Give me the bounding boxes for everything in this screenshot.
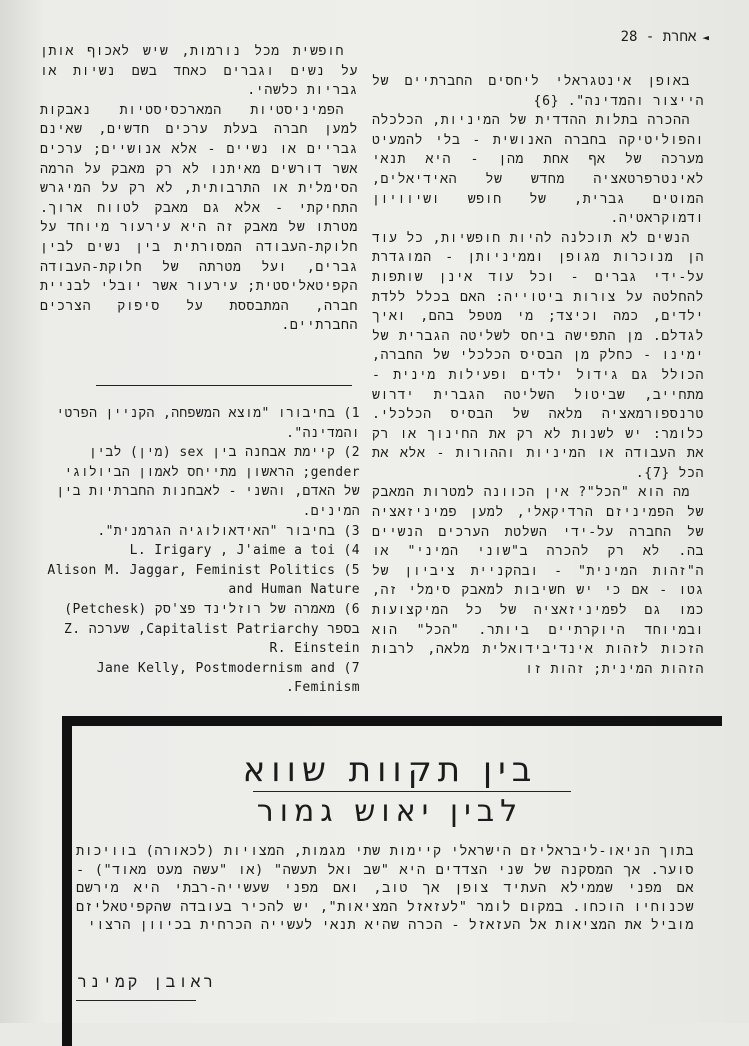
footnote: 3) בחיבור "האידאולוגיה הגרמנית". <box>97 523 360 539</box>
paragraph: באופן אינטגראלי ליחסים החברתיים של הייצור והמדינה". {6} <box>372 74 704 109</box>
article-top-bar <box>62 716 722 726</box>
paragraph: ההכרה בתלות ההדדית של המיניות, הכלכלה והפוליטיקה בחברה האנושית - בלי להמעיט מערכה של אף אחת מהן - היא תנאי לאינטרפרטאציה מחדש של האידיאלים, המוטים גברית, של חופש ושיוויון ודמוקראטיה. <box>372 113 704 227</box>
paragraph: הנשים לא תוכלנה להיות חופשיות, כל עוד הן מנוכרות מגופן וממיניותן - המוגדרת על-ידי גברים - וכל עוד אינן שותפות להחלטה על צורות ביטוייה: האם בכלל ללדת ילדים, כמה וכיצד; מי מטפל בהם, ואיך לגדלם. מן התפישה ביחס לשליטה הגברית של ימינו - כחלק מן הבסיס הכלכלי של החברה, הכולל גם גידול ילדים ופעילות מינית - מתחייב, שביטול השליטה הגברית ידרוש טרנספורמאציה מלאה של הבסיס הכלכלי. כלומר: יש לשנות לא רק את החינוך או רק את העבודה או המיניות וההורות - אלא את הכל {7}. <box>372 230 704 481</box>
author-underline <box>76 1000 196 1001</box>
paragraph: הפמיניסטיות המארכסיסטיות נאבקות למען חברה בעלת ערכים חדשים, שאינם גבריים או נשיים - אלא אנושיים; ערכים אשר דורשים מאיתנו לא רק מאבק על הרמה הסימלית או התרבותית, לא רק על המיגרש התחיקתי - אלא גם מאבק לטווח ארוך. מטרתו של מאבק זה היא עירעור מיוחד על חלוקת-העבודה המסורתית בין נשים לבין גברים, ועל מטרתה של חלוקת-העבודה הקפיטאליסטית; עירעור אשר יובלי לבניית חברה, המתבססת על סיפוק הצרכים החברתיים. <box>40 102 358 334</box>
footnote: 4) L. Irigary , J'aime a toi <box>129 543 360 559</box>
left-arrow-icon: ◄ <box>702 30 709 44</box>
article-side-bar <box>62 716 72 1046</box>
title-divider <box>253 791 571 792</box>
footnote: 1) בחיבורו "מוצא המשפחה, הקניין הפרטי והמדינה". <box>56 406 360 441</box>
article-title-line1: בין תקוות שווא <box>242 750 538 790</box>
footnote: 6) מאמרה של רוזלינד פצ'סק (Petchesk) בספר Capitalist Patriarchy, שערכה Z. R. Einstein <box>64 601 360 657</box>
footnote: 2) קיימת אבחנה בין sex (מין) לבין gender; הראשון מתייחס לאמון הביולוגי של האדם, והשני - לאבחנות החברתיות בין המינים. <box>56 445 360 519</box>
article-author: ראובן קמינר <box>77 972 216 991</box>
paragraph: מה הוא "הכל"? אין הכוונה למטרות המאבק של הפמיניזם הרדיקאלי, למען פמיניזאציה של החברה על-ידי השלטת הערכים הנשיים בה. לא רק להכרה ב"שוני המיני" או ה"זהות המינית" - ובהקניית ציביון של גטו - אם כי יש חשיבות למאבק סימלי זה, כמו גם לפמיניזאציה של כל המיקצועות ובמיוחד היוקרתיים ביותר. "הכל" הוא הזכות לזהות אינדיבידואלית מלאה, לרבות הזהות המינית; זהות זו <box>372 485 704 677</box>
left-text-column <box>40 42 358 336</box>
footnote: 5) Alison M. Jaggar, Feminist Politics and Human Nature <box>47 562 360 598</box>
article-title-line2: לבין יאוש גמור <box>256 794 524 829</box>
notes-divider <box>96 385 352 386</box>
footnotes <box>40 404 360 698</box>
article-intro: בתוך הניאו-ליבראליזם הישראלי קיימות שתי מגמות, המצויות (לכאורה) בוויכות סוער. אך המסקנה של שני הצדדים היא "שב ואל תעשה" (או "עשה מעט מאוד") - אם מפני שממילא העתיד צופן אך טוב, ואם מפני שעשייה-רבתי היא מירשם שכנוחיו הוכחו. במקום לומר "לעזאזל המציאות", יש להכיר בעובדה שהקפיטאליזם מוביל את המציאות אל העזאזל - הכרה שהיא תנאי לעשייה הכרחית בכיוון הרצוי <box>76 843 694 934</box>
page-header <box>509 26 709 48</box>
page-number-label: אחרת - 28 <box>620 28 697 45</box>
footnote: 7) Jane Kelly, Postmodernism and Feminism. <box>96 660 360 696</box>
right-text-column <box>372 72 704 679</box>
paragraph: חופשית מכל נורמות, שיש לאכוף אותן על נשים וגברים כאחד בשם נשיות או גבריות כלשהי. <box>40 44 358 99</box>
